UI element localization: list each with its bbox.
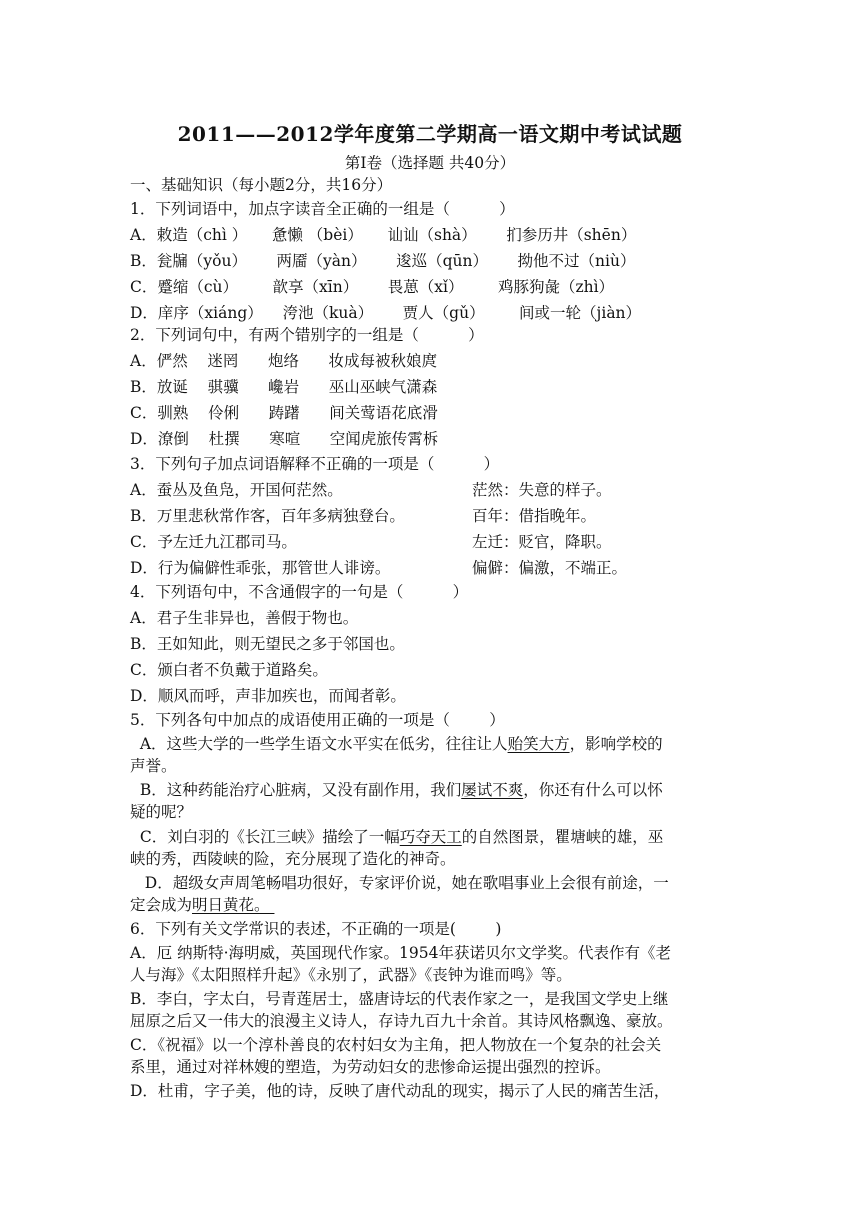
question-4-option-c: C．颁白者不负戴于道路矣。 [130, 661, 328, 679]
question-6-line: B．李白，字太白，号青莲居士，盛唐诗坛的代表作家之一，是我国文学史上继 [130, 990, 669, 1008]
page-subtitle: 第Ⅰ卷（选择题 共40分） [344, 154, 516, 172]
option-definition: 偏僻：偏激，不端正。 [472, 559, 628, 577]
option-definition: 左迁：贬官，降职。 [472, 533, 612, 551]
question-5-option-a-cont: 声誉。 [130, 757, 177, 775]
option-text: A．这些大学的一些学生语文水平实在低劣，往往让人 [130, 735, 508, 753]
question-5-option-c [130, 826, 663, 848]
question-6-line: 人与海》《太阳照样升起》《永别了，武器》《丧钟为谁而鸣》等。 [130, 966, 572, 984]
option-text: B．万里悲秋常作客，百年多病独登台。 [130, 507, 405, 525]
question-1-stem: 1．下列词语中，加点字读音全正确的一组是（ ） [130, 200, 515, 218]
section-heading: 一、基础知识（每小题2分，共16分） [130, 176, 393, 194]
question-5-option-d: D．超级女声周笔畅唱功很好，专家评价说，她在歌唱事业上会很有前途，一 [130, 874, 669, 892]
question-3-stem: 3．下列句子加点词语解释不正确的一项是（ ） [130, 455, 500, 473]
question-5-option-a [130, 733, 663, 755]
option-text: A．蚕丛及鱼凫，开国何茫然。 [130, 481, 343, 499]
question-3-option-a [130, 479, 730, 501]
question-6-line: A．厄 纳斯特·海明威，英国现代作家。1954年获诺贝尔文学奖。代表作有《老 [130, 944, 671, 962]
page-title: 2011——2012学年度第二学期高一语文期中考试试题 [177, 122, 683, 146]
question-5-stem: 5．下列各句中加点的成语使用正确的一项是（ ） [130, 711, 505, 729]
underlined-idiom: 巧夺天工 [399, 828, 462, 846]
question-3-option-d [130, 557, 730, 579]
question-4-option-a: A．君子生非异也，善假于物也。 [130, 609, 359, 627]
question-1-option-a: A．敕造（chì ） 惫懒 （bèi） 讪讪（shà） 扪参历井（shēn） [130, 226, 637, 244]
option-text: 的自然图景，瞿塘峡的雄，巫 [461, 828, 664, 846]
question-3-option-b [130, 505, 730, 527]
question-5-option-c-cont: 峡的秀，西陵峡的险，充分展现了造化的神奇。 [130, 850, 456, 868]
question-2-option-c: C．驯熟 伶俐 踌躇 间关莺语花底滑 [130, 404, 438, 422]
option-text: C．刘白羽的《长江三峡》描绘了一幅 [130, 828, 400, 846]
question-2-option-a: A．俨然 迷罔 炮络 妆成每被秋娘庹 [130, 352, 438, 370]
question-1-option-c: C．蹙缩（cù） 歆享（xīn） 畏葸（xǐ） 鸡豚狗彘（zhì） [130, 278, 615, 296]
question-5-option-b [130, 779, 663, 801]
question-4-stem: 4．下列语句中，不含通假字的一句是（ ） [130, 583, 469, 601]
underlined-idiom: 明日黄花。 [192, 896, 275, 914]
question-2-option-d: D．潦倒 杜撰 寒喧 空闻虎旅传霄柝 [130, 430, 439, 448]
option-text: 定会成为 [130, 896, 193, 914]
question-6-line: C．《祝福》以一个淳朴善良的农村妇女为主角，把人物放在一个复杂的社会关 [130, 1036, 662, 1054]
option-definition: 茫然：失意的样子。 [472, 481, 612, 499]
option-text: ，影响学校的 [569, 735, 663, 753]
question-6-line: D．杜甫，字子美，他的诗，反映了唐代动乱的现实，揭示了人民的痛苦生活， [130, 1082, 670, 1100]
question-3-option-c [130, 531, 730, 553]
option-text: C．予左迁九江郡司马。 [130, 533, 297, 551]
question-6-stem: 6．下列有关文学常识的表述，不正确的一项是( ) [130, 920, 502, 938]
question-6-line: 屈原之后又一伟大的浪漫主义诗人，存诗九百九十余首。其诗风格飘逸、豪放。 [130, 1012, 673, 1030]
question-1-option-d: D．庠序（xiáng） 洿池（kuà） 贾人（gǔ） 间或一轮（jiàn） [130, 304, 642, 322]
question-1-option-b: B．瓮牖（yǒu） 两靥（yàn） 逡巡（qūn） 拗他不过（niù） [130, 252, 636, 270]
question-2-option-b: B．放诞 骐骥 巉岩 巫山巫峡气潇森 [130, 378, 438, 396]
option-definition: 百年：借指晚年。 [472, 507, 597, 525]
underlined-idiom: 贻笑大方 [507, 735, 570, 753]
question-4-option-d: D．顺风而呼，声非加疾也，而闻者彰。 [130, 687, 406, 705]
underlined-idiom: 屡试不爽 [461, 781, 524, 799]
option-text: B．这种药能治疗心脏病，又没有副作用，我们 [130, 781, 462, 799]
option-text: D．行为偏僻性乖张，那管世人诽谤。 [130, 559, 391, 577]
question-5-option-d-cont [130, 894, 274, 916]
question-6-line: 系里，通过对祥林嫂的塑造，为劳动妇女的悲惨命运提出强烈的控诉。 [130, 1058, 611, 1076]
question-2-stem: 2．下列词句中，有两个错别字的一组是（ ） [130, 326, 484, 344]
question-5-option-b-cont: 疑的呢？ [130, 803, 193, 821]
question-4-option-b: B．王如知此，则无望民之多于邻国也。 [130, 635, 405, 653]
option-text: ，你还有什么可以怀 [523, 781, 663, 799]
